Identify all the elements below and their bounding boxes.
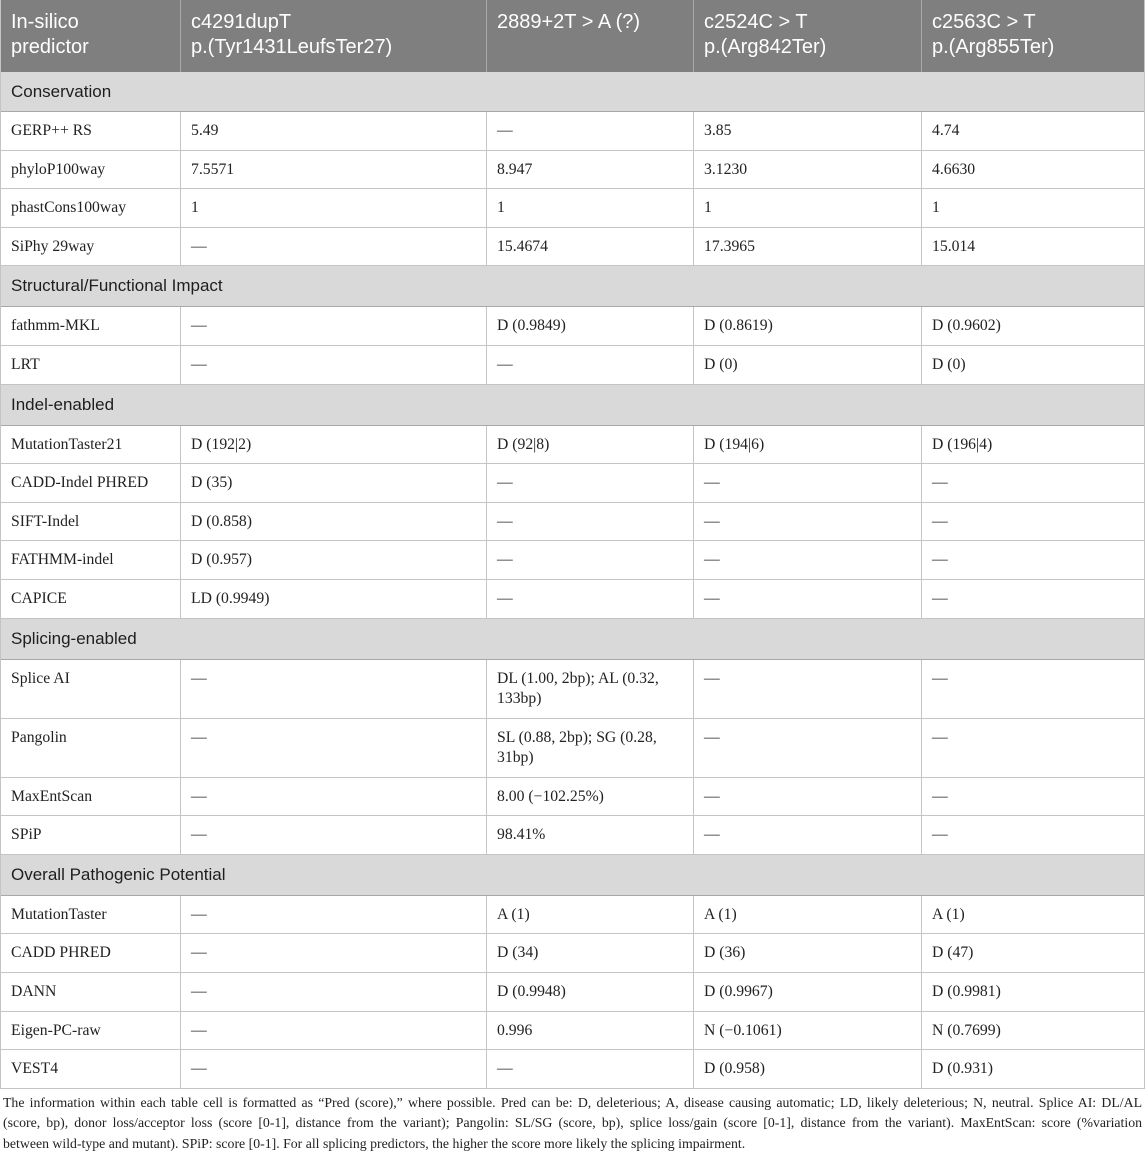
value-c2563C-T: D (47) <box>932 944 974 962</box>
column-header-variant-c2563C-T <box>922 0 1144 72</box>
value-c4291dupT: 1 <box>181 189 487 227</box>
header-line: p.(Arg855Ter) <box>932 36 1055 58</box>
value-c2524C-T: 3.85 <box>694 112 922 150</box>
value-2889-2T-A: 98.41% <box>487 816 694 854</box>
value-c4291dupT: D (192|2) <box>181 426 487 464</box>
row-sift-indel <box>1 503 1144 542</box>
value-2889-2T-A: — <box>487 1050 694 1088</box>
value-c2524C-T: — <box>694 778 922 816</box>
value-c4291dupT: D (0.957) <box>181 541 487 579</box>
value-c4291dupT: D (0.858) <box>181 503 487 541</box>
table-footnote <box>0 1089 1145 1155</box>
predictor-name: DANN <box>1 973 181 1011</box>
value-2889-2T-A: — <box>487 503 694 541</box>
row-vest4 <box>1 1050 1144 1089</box>
column-header-variant-2889-2T-A <box>487 0 694 72</box>
section-header-structural-functional-impact: Structural/Functional Impact <box>1 266 1144 307</box>
value-c2563C-T: D (0.9981) <box>932 982 1001 1000</box>
header-line: p.(Tyr1431LeufsTer27) <box>191 36 393 58</box>
value-c2563C-T: — <box>932 474 948 492</box>
value-c4291dupT: — <box>181 660 487 718</box>
value-c4291dupT: — <box>181 346 487 384</box>
row-capice <box>1 580 1144 619</box>
row-spip <box>1 816 1144 855</box>
row-splice-ai <box>1 660 1144 719</box>
value-c2524C-T: D (0.958) <box>694 1050 922 1088</box>
row-dann <box>1 973 1144 1012</box>
row-gerp-rs <box>1 112 1144 151</box>
value-c4291dupT: — <box>181 973 487 1011</box>
value-c2563C-T: — <box>932 728 948 746</box>
predictor-name: SiPhy 29way <box>1 228 181 266</box>
column-header-variant-c2524C-T <box>694 0 922 72</box>
value-2889-2T-A: D (92|8) <box>487 426 694 464</box>
section-header-splicing-enabled: Splicing-enabled <box>1 619 1144 660</box>
value-c2563C-T: 15.014 <box>932 237 976 255</box>
section-header-overall-pathogenic-potential: Overall Pathogenic Potential <box>1 855 1144 896</box>
value-2889-2T-A: 8.00 (−102.25%) <box>487 778 694 816</box>
value-c2524C-T: — <box>694 660 922 718</box>
row-siphy-29way <box>1 228 1144 267</box>
value-2889-2T-A: — <box>487 112 694 150</box>
value-c4291dupT: — <box>181 228 487 266</box>
predictor-name: CAPICE <box>1 580 181 618</box>
value-2889-2T-A: 8.947 <box>487 151 694 189</box>
value-c2524C-T: 3.1230 <box>694 151 922 189</box>
row-phastcons100way <box>1 189 1144 228</box>
value-c4291dupT: 7.5571 <box>181 151 487 189</box>
value-c4291dupT: — <box>181 816 487 854</box>
predictor-name: Eigen-PC-raw <box>1 1012 181 1050</box>
row-eigen-pc-raw <box>1 1012 1144 1051</box>
value-c2524C-T: — <box>694 464 922 502</box>
value-c4291dupT: — <box>181 896 487 934</box>
value-2889-2T-A: D (0.9948) <box>487 973 694 1011</box>
predictor-name: GERP++ RS <box>1 112 181 150</box>
predictor-name: SPiP <box>1 816 181 854</box>
header-line: c2524C > T <box>704 11 808 33</box>
footnote-line: (score, bp), donor loss/acceptor loss (score [0-1], distance from the variant); Pangolin: SL/SG (score, bp), splice loss/gain (score [0-1], distance from the variant). MaxEntScan: score (%variation <box>3 1115 1142 1131</box>
row-mutationtaster <box>1 896 1144 935</box>
value-c4291dupT: — <box>181 307 487 345</box>
value-c2563C-T: A (1) <box>932 905 965 923</box>
value-c2524C-T: 1 <box>694 189 922 227</box>
value-c2563C-T: 1 <box>932 199 940 217</box>
column-header-predictor <box>1 0 181 72</box>
value-c2563C-T: — <box>932 512 948 530</box>
row-fathmm-indel <box>1 541 1144 580</box>
value-c4291dupT: LD (0.9949) <box>181 580 487 618</box>
value-c2563C-T: D (0.931) <box>932 1060 993 1078</box>
predictor-name: Splice AI <box>1 660 181 718</box>
row-phylop100way <box>1 151 1144 190</box>
header-line: c2563C > T <box>932 11 1036 33</box>
row-lrt <box>1 346 1144 385</box>
predictor-name: CADD PHRED <box>1 934 181 972</box>
value-c4291dupT: — <box>181 778 487 816</box>
value-c4291dupT: — <box>181 1012 487 1050</box>
predictor-name: phastCons100way <box>1 189 181 227</box>
value-c2524C-T: D (194|6) <box>694 426 922 464</box>
value-c2524C-T: — <box>694 580 922 618</box>
value-c4291dupT: D (35) <box>181 464 487 502</box>
value-2889-2T-A: 0.996 <box>487 1012 694 1050</box>
value-c4291dupT: 5.49 <box>181 112 487 150</box>
section-header-indel-enabled: Indel-enabled <box>1 385 1144 426</box>
value-c2524C-T: 17.3965 <box>694 228 922 266</box>
row-cadd-phred <box>1 934 1144 973</box>
value-c2524C-T: — <box>694 503 922 541</box>
row-cadd-indel-phred <box>1 464 1144 503</box>
predictor-name: MutationTaster <box>1 896 181 934</box>
value-2889-2T-A: — <box>487 541 694 579</box>
value-c2563C-T: D (0.9602) <box>932 317 1001 335</box>
header-line: p.(Arg842Ter) <box>704 36 827 58</box>
value-c2563C-T: D (0) <box>932 355 966 373</box>
footnote-line: The information within each table cell is formatted as “Pred (score),” where possible. Pred can be: D, deleterious; A, disease causing automatic; LD, likely deleterious; N, neutral. Splice AI: DL/AL <box>3 1094 1142 1110</box>
header-line: In-silico <box>11 11 79 33</box>
row-maxentscan <box>1 778 1144 817</box>
value-c2524C-T: — <box>694 541 922 579</box>
value-c2563C-T: 4.6630 <box>932 160 976 178</box>
value-2889-2T-A: 15.4674 <box>487 228 694 266</box>
value-c2524C-T: D (0.9967) <box>694 973 922 1011</box>
footnote-line: between wild-type and mutant). SPiP: score [0-1]. For all splicing predictors, the higher the score more likely the splicing impairment. <box>3 1135 746 1151</box>
predictor-name: VEST4 <box>1 1050 181 1088</box>
value-2889-2T-A: A (1) <box>487 896 694 934</box>
row-mutationtaster21 <box>1 426 1144 465</box>
value-c2524C-T: D (0) <box>694 346 922 384</box>
value-c2524C-T: D (0.8619) <box>694 307 922 345</box>
value-2889-2T-A: — <box>487 346 694 384</box>
value-c2563C-T: — <box>932 589 948 607</box>
value-c2563C-T: N (0.7699) <box>932 1021 1001 1039</box>
header-line: 2889+2T > A (?) <box>497 11 641 33</box>
column-header-variant-c4291dupT <box>181 0 487 72</box>
value-c2563C-T: D (196|4) <box>932 435 993 453</box>
value-c4291dupT: — <box>181 1050 487 1088</box>
value-c2524C-T: — <box>694 719 922 777</box>
value-2889-2T-A: D (0.9849) <box>487 307 694 345</box>
section-header-conservation: Conservation <box>1 72 1144 112</box>
predictor-name: CADD-Indel PHRED <box>1 464 181 502</box>
value-c2524C-T: A (1) <box>694 896 922 934</box>
predictor-name: FATHMM-indel <box>1 541 181 579</box>
value-2889-2T-A: 1 <box>487 189 694 227</box>
value-2889-2T-A: D (34) <box>487 934 694 972</box>
value-c2563C-T: — <box>932 551 948 569</box>
predictor-name: MaxEntScan <box>1 778 181 816</box>
predictor-name: phyloP100way <box>1 151 181 189</box>
value-c2563C-T: — <box>932 787 948 805</box>
value-c2524C-T: D (36) <box>694 934 922 972</box>
value-c4291dupT: — <box>181 934 487 972</box>
value-c2563C-T: — <box>932 826 948 844</box>
value-c4291dupT: — <box>181 719 487 777</box>
value-c2563C-T: — <box>932 669 948 687</box>
table-header-row <box>1 0 1144 72</box>
header-line: c4291dupT <box>191 11 292 33</box>
value-c2524C-T: — <box>694 816 922 854</box>
value-2889-2T-A: — <box>487 464 694 502</box>
predictor-name: MutationTaster21 <box>1 426 181 464</box>
predictor-name: fathmm-MKL <box>1 307 181 345</box>
predictor-name: Pangolin <box>1 719 181 777</box>
predictor-name: SIFT-Indel <box>1 503 181 541</box>
row-fathmm-mkl <box>1 307 1144 346</box>
value-2889-2T-A: DL (1.00, 2bp); AL (0.32, 133bp) <box>487 660 694 718</box>
value-c2524C-T: N (−0.1061) <box>694 1012 922 1050</box>
row-pangolin <box>1 719 1144 778</box>
value-2889-2T-A: SL (0.88, 2bp); SG (0.28, 31bp) <box>487 719 694 777</box>
predictor-name: LRT <box>1 346 181 384</box>
value-c2563C-T: 4.74 <box>932 122 960 139</box>
value-2889-2T-A: — <box>487 580 694 618</box>
header-line: predictor <box>11 36 89 58</box>
